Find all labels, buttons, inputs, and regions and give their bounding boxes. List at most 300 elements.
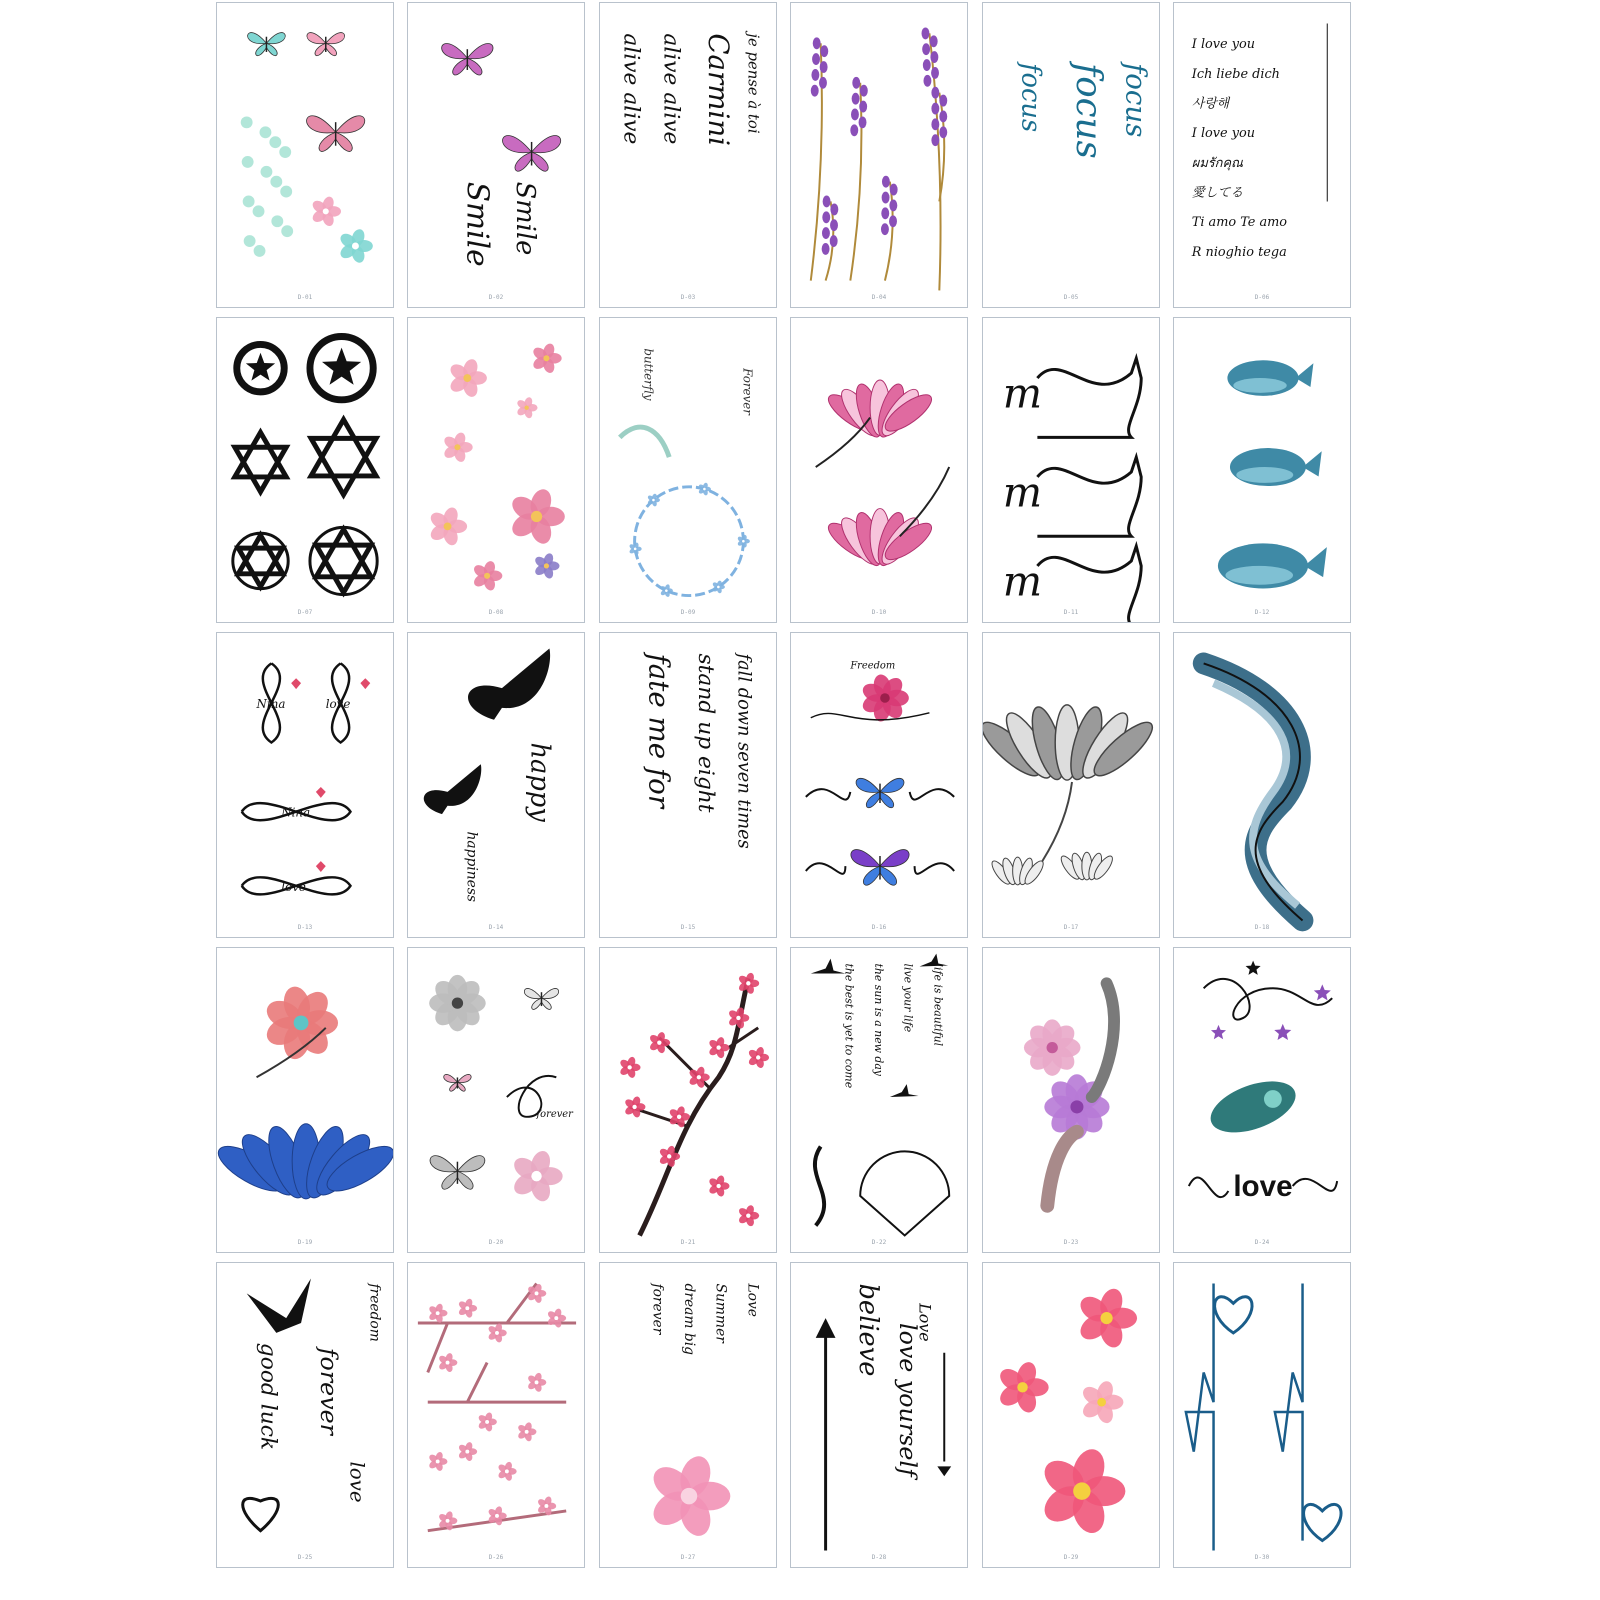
tattoo-artwork (983, 948, 1159, 1252)
flower-center (495, 1331, 499, 1335)
butterfly-wing (307, 33, 326, 44)
butterfly-wing (532, 136, 561, 153)
script-text: m (1002, 467, 1043, 517)
tattoo-artwork (1174, 948, 1350, 1252)
sheet-code-label: D-25 (297, 1554, 313, 1561)
peacock-feather (1204, 1071, 1303, 1142)
arrow-head (937, 1466, 951, 1476)
flower-center (323, 208, 329, 214)
lavender-bud (882, 192, 890, 204)
butterfly-wing (457, 1082, 465, 1091)
whale-tail (1303, 451, 1322, 476)
flower-center (880, 693, 890, 703)
tattoo-designs (620, 348, 755, 597)
leaf-cluster (279, 146, 291, 158)
tattoo-card-blue-lotus (216, 947, 394, 1253)
butterfly-wing (336, 132, 353, 151)
butterfly-motif (307, 116, 365, 152)
flower-center (535, 1291, 539, 1295)
heartbeat-line (1275, 1283, 1303, 1540)
tattoo-designs (1204, 663, 1303, 920)
tattoo-card-love-languages (1173, 2, 1351, 308)
script-text: focus (1067, 63, 1109, 159)
flower-center (436, 1311, 440, 1315)
lavender-bud (813, 37, 821, 49)
tattoo-card-sakura-text (599, 1262, 777, 1568)
sheet-code-label: D-30 (1254, 1554, 1270, 1561)
lavender-bud (889, 215, 897, 227)
sheet-code-label: D-14 (488, 924, 504, 931)
tattoo-artwork (791, 948, 967, 1252)
sheet-code-label: D-28 (871, 1554, 887, 1561)
lavender-bud (923, 59, 931, 71)
lavender-bud (830, 203, 838, 215)
butterfly-motif (442, 44, 493, 76)
flower-center (436, 1460, 440, 1464)
flower-center (632, 1105, 636, 1109)
tattoo-artwork (1174, 1263, 1350, 1567)
script-text: believe (853, 1283, 884, 1377)
butterfly-wing (453, 58, 468, 75)
lavender-bud (881, 207, 889, 219)
script-text: je pense à toi (744, 33, 762, 134)
leaf-cluster (261, 166, 273, 178)
tattoo-designs (1218, 360, 1327, 588)
flower-center (544, 563, 549, 568)
swirl (811, 713, 930, 720)
tattoo-card-quote-mirrored (599, 632, 777, 938)
butterfly-wing (880, 792, 894, 808)
butterfly-wing (442, 44, 468, 59)
tattoo-artwork (217, 1263, 393, 1567)
triangle-down (311, 438, 376, 494)
flower-center (454, 444, 460, 450)
butterfly-motif (851, 850, 909, 886)
heart-icon (316, 861, 326, 872)
tattoo-card-swallows (407, 632, 585, 938)
language-text: I love you (1191, 126, 1256, 142)
butterfly-wing (880, 778, 904, 792)
script-text: alive alive (658, 33, 684, 145)
butterfly-wing (457, 1074, 471, 1082)
leaf-cluster (281, 225, 293, 237)
sheet-code-label: D-26 (488, 1554, 504, 1561)
lavender-bud (931, 103, 939, 115)
script-text: happiness (463, 831, 480, 903)
script-text: Freedom (850, 660, 896, 672)
tattoo-artwork (791, 633, 967, 937)
flower-center (1017, 1382, 1027, 1392)
sheet-code-label: D-24 (1254, 1239, 1270, 1246)
butterfly-wing (336, 116, 365, 133)
butterfly-wing (442, 1171, 458, 1189)
tattoo-artwork (1174, 3, 1350, 307)
sheet-code-label: D-22 (871, 1239, 887, 1246)
tattoo-artwork (791, 318, 967, 622)
script-text: live your life (901, 963, 915, 1033)
whale-tail (1296, 363, 1314, 387)
lavender-bud (852, 77, 860, 89)
tattoo-card-whales (1173, 317, 1351, 623)
lavender-bud (859, 101, 867, 113)
butterfly-wing (880, 866, 897, 885)
tattoo-designs (1189, 961, 1337, 1203)
butterfly-wing (307, 116, 336, 133)
lavender-bud (931, 134, 939, 146)
leaf-cluster (280, 186, 292, 198)
hexagram-icon (235, 432, 286, 491)
butterfly-wing (266, 33, 285, 44)
script-text: focus (1119, 63, 1153, 138)
sheet-code-label: D-08 (488, 609, 504, 616)
sheet-code-label: D-05 (1063, 294, 1079, 301)
tattoo-artwork (791, 3, 967, 307)
whale-belly (1225, 566, 1293, 585)
tattoo-designs (1191, 23, 1327, 259)
heart-icon (1215, 1297, 1252, 1333)
flower-center (736, 1016, 740, 1020)
script-text: butterfly (641, 348, 656, 401)
tattoo-artwork (600, 633, 776, 937)
script-text: alive alive (618, 33, 644, 145)
flower-center (716, 1184, 720, 1188)
leaf-cluster (253, 205, 265, 217)
butterfly-wing (863, 866, 880, 885)
triangle-up (316, 529, 371, 576)
star-icon (246, 353, 275, 381)
swirl (1204, 979, 1333, 1020)
tattoo-designs (233, 337, 377, 595)
butterfly-wing (502, 136, 531, 153)
lavender-bud (860, 85, 868, 97)
tattoo-artwork (600, 1263, 776, 1567)
script-text: stand up eight (692, 653, 718, 813)
language-text: Ti amo Te amo (1191, 215, 1288, 231)
flower-center (756, 1055, 760, 1059)
flower-center (627, 1065, 631, 1069)
butterfly-motif (444, 1074, 471, 1091)
triangle-down (238, 548, 282, 587)
flower-center (1101, 1312, 1113, 1324)
butterfly-wing (467, 44, 493, 59)
tattoo-card-bows-smile (407, 2, 585, 308)
script-text: m (1002, 368, 1043, 418)
leaf-cluster (243, 196, 255, 208)
sheet-code-label: D-20 (488, 1239, 504, 1246)
butterfly-motif (430, 1156, 485, 1190)
language-text: I love you (1191, 37, 1256, 53)
tattoo-artwork (600, 948, 776, 1252)
flower-center (446, 1519, 450, 1523)
lavender-bud (931, 118, 939, 130)
script-text: love (281, 879, 306, 894)
tattoo-designs (217, 984, 393, 1202)
script-text: the sun is a new day (872, 963, 886, 1076)
tattoo-card-pink-lotus (790, 317, 968, 623)
lavender-bud (889, 199, 897, 211)
butterfly-wing (450, 1082, 458, 1091)
tattoo-card-pink-flowers (407, 317, 585, 623)
tattoo-card-script-mirrored (599, 2, 777, 308)
butterfly-wing (541, 988, 558, 998)
tattoo-designs (1024, 983, 1114, 1205)
tattoo-card-wreath-feathers (599, 317, 777, 623)
tattoo-card-cherry-blossom (599, 947, 777, 1253)
triangle-up (235, 432, 286, 476)
tattoo-designs (619, 30, 762, 146)
script-text: forever (536, 1108, 573, 1120)
hexagram-ring (233, 533, 288, 588)
tattoo-artwork (217, 633, 393, 937)
script-text: Smile (509, 181, 540, 256)
feather (1092, 983, 1114, 1097)
butterfly-motif (856, 778, 904, 807)
language-text: ผมรักคุณ (1191, 155, 1243, 171)
flower-center (717, 586, 720, 589)
tattoo-card-stars (216, 317, 394, 623)
lavender-bud (811, 85, 819, 97)
script-text: focus (1015, 63, 1046, 133)
tattoo-artwork (1174, 633, 1350, 937)
flower-center (446, 1361, 450, 1365)
tattoo-card-cherry-branch (407, 1262, 585, 1568)
script-text: Nina (256, 696, 286, 711)
leaf-cluster (244, 235, 256, 247)
tattoo-artwork (600, 318, 776, 622)
tattoo-designs (983, 704, 1159, 887)
star-icon (1211, 1025, 1226, 1039)
tattoo-designs (811, 954, 949, 1236)
butterfly-motif (524, 988, 558, 1009)
butterfly-wing (326, 43, 337, 55)
butterfly-wing (248, 33, 267, 44)
triangle-up (311, 420, 376, 476)
arrow-head (816, 1318, 836, 1338)
tattoo-designs (647, 1282, 760, 1539)
butterfly-wing (856, 778, 880, 792)
tribal-swirl (815, 1146, 824, 1225)
script-text: m (1002, 556, 1043, 606)
lavender-bud (930, 35, 938, 47)
star-icon (1246, 961, 1261, 975)
flower-center (544, 1504, 548, 1508)
feather (620, 427, 669, 457)
tattoo-artwork (408, 1263, 584, 1567)
lavender-bud (930, 51, 938, 63)
tattoo-designs (816, 1283, 951, 1550)
script-text: the best is yet to come (842, 963, 856, 1089)
butterfly-wing (851, 850, 880, 867)
tattoo-card-rose-feather (982, 947, 1160, 1253)
hexagram-icon (316, 529, 371, 592)
language-text: Ich liebe dich (1191, 66, 1280, 82)
lavender-bud (851, 109, 859, 121)
sheet-code-label: D-10 (871, 609, 887, 616)
tattoo-artwork (217, 318, 393, 622)
flower-center (697, 1075, 701, 1079)
butterfly-wing (880, 850, 909, 867)
feather (1047, 1132, 1077, 1206)
flower-center (484, 573, 490, 579)
lavender-bud (830, 219, 838, 231)
script-text: forever (649, 1283, 666, 1335)
sheet-code-label: D-27 (680, 1554, 696, 1561)
flower-center (1070, 1100, 1083, 1113)
tattoo-designs (424, 649, 555, 902)
butterfly-motif (502, 136, 560, 172)
lavender-bud (812, 53, 820, 65)
flower-center (746, 981, 750, 985)
triangle-up (238, 535, 282, 574)
butterfly-motif (248, 33, 286, 56)
hexagram-icon (238, 535, 282, 586)
script-text: Summer (712, 1283, 729, 1343)
sheet-code-label: D-12 (1254, 609, 1270, 616)
tattoo-artwork (600, 3, 776, 307)
tattoo-designs (442, 44, 561, 267)
lavender-bud (881, 223, 889, 235)
lavender-bud (822, 227, 830, 239)
tattoo-card-rose-butterflies (790, 632, 968, 938)
lavender-bud (882, 176, 890, 188)
sheet-code-label: D-06 (1254, 294, 1270, 301)
tattoo-designs (242, 663, 371, 894)
lavender-bud (823, 196, 831, 208)
tattoo-artwork (408, 318, 584, 622)
script-text: love (345, 1461, 369, 1503)
sheet-code-label: D-02 (488, 294, 504, 301)
star-icon (1314, 984, 1331, 1000)
lavender-bud (811, 69, 819, 81)
tattoo-artwork (983, 3, 1159, 307)
flower-center (677, 1115, 681, 1119)
lotus-stem (1042, 782, 1072, 861)
sheet-code-label: D-15 (680, 924, 696, 931)
star-icon (322, 348, 361, 385)
fan-icon (860, 1151, 949, 1235)
sheet-code-label: D-04 (871, 294, 887, 301)
tattoo-artwork (791, 1263, 967, 1567)
butterfly-wing (532, 152, 549, 171)
tattoo-designs (241, 33, 373, 265)
butterfly-wing (326, 33, 345, 44)
butterfly-motif (307, 33, 345, 56)
script-text: good luck (255, 1342, 281, 1451)
sheet-code-label: D-01 (297, 294, 313, 301)
script-text: Love (915, 1303, 935, 1342)
cat-outline (1037, 457, 1141, 536)
lavender-bud (820, 45, 828, 57)
flower-center (652, 499, 655, 502)
swallow-bird (468, 649, 550, 720)
flower-center (352, 242, 359, 249)
butterfly-wing (256, 43, 267, 55)
butterfly-wing (266, 43, 277, 55)
tattoo-designs (1186, 1283, 1341, 1550)
butterfly-wing (515, 152, 532, 171)
script-text: Smile (460, 181, 496, 267)
tattoo-designs (619, 972, 769, 1236)
script-text: forever (314, 1347, 343, 1435)
sheet-code-label: D-17 (1063, 924, 1079, 931)
sheet-code-label: D-13 (297, 924, 313, 931)
heart-icon (360, 678, 370, 689)
heartbeat-line (1186, 1283, 1214, 1550)
tattoo-card-lavender (790, 2, 968, 308)
lavender-bud (939, 95, 947, 107)
flower-center (444, 522, 452, 530)
sheet-code-label: D-19 (297, 1239, 313, 1246)
tattoo-designs (418, 1283, 576, 1531)
flower-center (531, 1171, 541, 1181)
tattoo-artwork (408, 633, 584, 937)
leaf-cluster (242, 156, 254, 168)
tattoo-card-cat-script (982, 317, 1160, 623)
tattoo-artwork (1174, 318, 1350, 622)
tattoo-designs (642, 651, 754, 848)
tattoo-designs (1003, 358, 1141, 622)
butterfly-wing (467, 58, 482, 75)
butterfly-wing (430, 1156, 457, 1172)
tattoo-artwork (408, 3, 584, 307)
flower-center (1073, 1482, 1090, 1499)
script-text: Love (744, 1283, 761, 1318)
flower-center (657, 1040, 661, 1044)
tattoo-designs (806, 660, 954, 885)
script-text: fall down seven times (733, 653, 755, 849)
flower-center (665, 589, 668, 592)
flower-center (554, 1316, 558, 1320)
leaf-cluster (241, 116, 253, 128)
flower-center (742, 540, 745, 543)
flower-center (746, 1214, 750, 1218)
butterfly-wing (532, 998, 542, 1009)
lavender-bud (859, 116, 867, 128)
flower-center (463, 374, 471, 382)
butterfly-wing (444, 1074, 458, 1082)
lavender-bud (850, 124, 858, 136)
sheet-code-label: D-09 (680, 609, 696, 616)
language-text: R nioghio tega (1191, 244, 1287, 260)
language-text: 愛してる (1191, 185, 1244, 201)
tattoo-card-arrows-believe (790, 1262, 968, 1568)
lavender-bud (822, 243, 830, 255)
triangle-down (316, 545, 371, 592)
whale-tail (1304, 547, 1327, 577)
star-icon (1274, 1024, 1291, 1040)
script-text: Nina (281, 805, 311, 820)
lavender-bud (939, 126, 947, 138)
flower-center (465, 1306, 469, 1310)
tattoo-designs (243, 1279, 383, 1531)
butterfly-wing (315, 43, 326, 55)
tattoo-artwork (983, 1263, 1159, 1567)
tattoo-artwork (217, 3, 393, 307)
heart-icon (291, 678, 301, 689)
tattoo-card-butterflies-flowers (216, 2, 394, 308)
tattoo-designs (428, 342, 565, 592)
whale-belly (1233, 378, 1286, 393)
lavender-bud (822, 211, 830, 223)
lavender-bud (923, 75, 931, 87)
flower-center (495, 1514, 499, 1518)
butterfly-wing (866, 792, 880, 808)
flower-center (524, 406, 528, 410)
tattoo-card-peacock-stars (1173, 947, 1351, 1253)
lavender-bud (890, 184, 898, 196)
tattoo-designs (1016, 60, 1153, 159)
script-text: life is beautiful (931, 963, 945, 1047)
